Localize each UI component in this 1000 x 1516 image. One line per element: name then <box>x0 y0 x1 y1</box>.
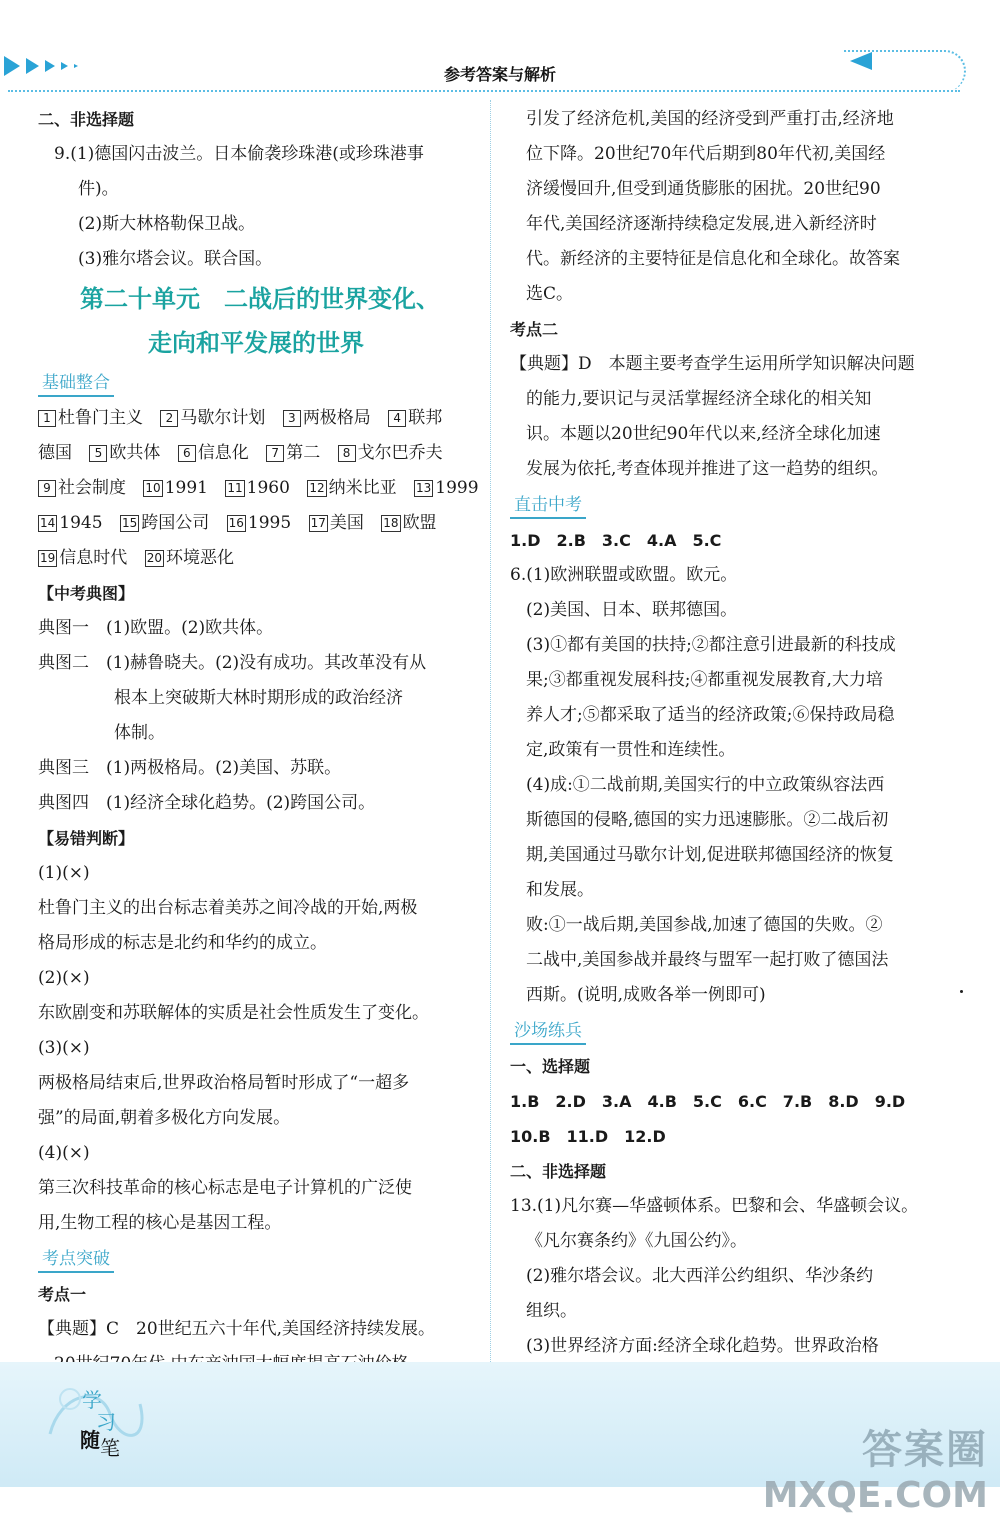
answer-line: 典图二 (1)赫鲁晓夫。(2)没有成功。其改革没有从 <box>38 653 427 673</box>
term-item: 德国 <box>38 443 72 463</box>
answer-line: (3)(×) <box>38 1038 90 1058</box>
watermark-url: MXQE.COM <box>762 1475 988 1516</box>
term-item: 4 联邦 <box>388 401 442 436</box>
answer-line: 6.(1)欧洲联盟或欧盟。欧元。 <box>510 565 738 585</box>
answer-line: 两极格局结束后,世界政治格局暂时形成了“一超多 <box>38 1073 410 1093</box>
term-item: 10 1991 <box>145 478 208 498</box>
term-item: 20 环境恶化 <box>146 548 234 568</box>
answer-line: 根本上突破斯大林时期形成的政治经济 <box>114 688 403 708</box>
answer-line: 1.D 2.B 3.C 4.A 5.C <box>510 531 722 550</box>
term-item: 1 杜鲁门主义 <box>38 401 143 436</box>
section-heading: 【易错判断】 <box>38 829 135 848</box>
answer-line: 杜鲁门主义的出台标志着美苏之间冷战的开始,两极 <box>38 898 418 918</box>
page-header <box>0 44 1000 94</box>
answer-line: (2)美国、日本、联邦德国。 <box>526 600 738 620</box>
term-item: 17 美国 <box>310 513 364 533</box>
answer-line: 败:①一战后期,美国参战,加速了德国的失败。② <box>526 915 883 935</box>
term-item: 2 马歇尔计划 <box>160 401 265 436</box>
term-item: 15 跨国公司 <box>121 513 210 533</box>
right-column <box>510 102 950 1364</box>
answer-line: 的能力,要识记与灵活掌握经济全球化的相关知 <box>526 389 872 409</box>
answer-line: 13.(1)凡尔赛—华盛顿体系。巴黎和会、华盛顿会议。 <box>510 1196 919 1216</box>
answer-line: 代。新经济的主要特征是信息化和全球化。故答案 <box>526 249 900 269</box>
answer-line: 选C。 <box>526 284 574 304</box>
answer-line: 年代,美国经济逐渐持续稳定发展,进入新经济时 <box>526 214 877 234</box>
term-item: 11 1960 <box>227 478 290 498</box>
answer-line: 第三次科技革命的核心标志是电子计算机的广泛使 <box>38 1178 412 1198</box>
term-item: 7 第二 <box>266 436 320 471</box>
answer-line: 体制。 <box>114 723 165 743</box>
term-item: 18 欧盟 <box>383 513 437 533</box>
answer-line: 养人才;⑤都采取了适当的经济政策;⑥保持政局稳 <box>526 705 895 725</box>
terms-row <box>38 436 478 471</box>
answer-line: (2)雅尔塔会议。北大西洋公约组织、华沙条约 <box>526 1266 874 1286</box>
stray-dot <box>960 990 963 993</box>
page-footer <box>0 1362 1000 1516</box>
answer-line: 识。本题以20世纪90年代以来,经济全球化加速 <box>526 424 881 444</box>
answer-line: 和发展。 <box>526 880 594 900</box>
term-item: 5 欧共体 <box>89 436 160 471</box>
section-heading: 考点一 <box>38 1285 87 1304</box>
terms-row <box>38 506 478 541</box>
answer-line: 二战中,美国参战并最终与盟军一起打败了德国法 <box>526 950 889 970</box>
tag-kaodian: 考点突破 <box>38 1241 478 1277</box>
terms-row <box>38 471 478 506</box>
footer-char: 随 <box>80 1428 100 1452</box>
term-item: 13 1999 <box>416 478 479 498</box>
answer-line: 用,生物工程的核心是基因工程。 <box>38 1213 282 1233</box>
answer-line: (2)斯大林格勒保卫战。 <box>78 214 256 234</box>
left-column <box>38 102 478 1382</box>
answer-line: 1.B 2.D 3.A 4.B 5.C 6.C 7.B 8.D 9.D <box>510 1092 906 1111</box>
term-item: 16 1995 <box>228 513 292 533</box>
answer-line: 斯德国的侵略,德国的实力迅速膨胀。②二战后初 <box>526 810 889 830</box>
answer-line: 典图三 (1)两极格局。(2)美国、苏联。 <box>38 758 342 778</box>
section-heading: 考点二 <box>510 320 559 339</box>
answer-line: 果;③都重视发展科技;④都重视发展教育,大力培 <box>526 670 883 690</box>
term-item: 14 1945 <box>40 513 103 533</box>
answer-line: 发展为依托,考查体现并推进了这一趋势的组织。 <box>526 459 889 479</box>
term-item: 12 纳米比亚 <box>309 478 397 498</box>
answer-line: 《凡尔赛条约》《九国公约》。 <box>526 1231 747 1251</box>
footer-char: 学 <box>82 1388 102 1412</box>
footer-char: 习 <box>96 1410 116 1434</box>
answer-line: 9.(1)德国闪击波兰。日本偷袭珍珠港(或珍珠港事 <box>54 144 424 164</box>
terms-row <box>38 401 478 436</box>
section-heading: 二、非选择题 <box>510 1162 607 1181</box>
term-item: 19 信息时代 <box>40 548 128 568</box>
answer-line: 西斯。(说明,成败各举一例即可) <box>526 985 766 1005</box>
answer-line: 【典题】D 本题主要考查学生运用所学知识解决问题 <box>510 354 915 374</box>
section-heading: 【中考典图】 <box>38 584 135 603</box>
answer-line: 【典题】C 20世纪五六十年代,美国经济持续发展。 <box>38 1319 436 1339</box>
tag-basic: 基础整合 <box>38 365 478 401</box>
header-dotted-rule <box>8 90 960 92</box>
tag-shachang: 沙场练兵 <box>510 1013 950 1049</box>
unit-title: 第二十单元 二战后的世界变化、 <box>80 285 440 313</box>
answer-line: 位下降。20世纪70年代后期到80年代初,美国经 <box>526 144 886 164</box>
answer-line: 典图四 (1)经济全球化趋势。(2)跨国公司。 <box>38 793 376 813</box>
term-item: 6 信息化 <box>178 436 249 471</box>
answer-line: (3)世界经济方面:经济全球化趋势。世界政治格 <box>526 1336 879 1356</box>
answer-line: 典图一 (1)欧盟。(2)欧共体。 <box>38 618 274 638</box>
answer-line: (2)(×) <box>38 968 90 988</box>
answer-line: 引发了经济危机,美国的经济受到严重打击,经济地 <box>526 109 894 129</box>
unit-title-line2: 走向和平发展的世界 <box>148 329 364 357</box>
section-heading: 二、非选择题 <box>38 110 135 129</box>
answer-line: 期,美国通过马歇尔计划,促进联邦德国经济的恢复 <box>526 845 894 865</box>
answer-line: 强”的局面,朝着多极化方向发展。 <box>38 1108 291 1128</box>
answer-line: (3)雅尔塔会议。联合国。 <box>78 249 273 269</box>
term-item: 8 戈尔巴乔夫 <box>338 436 443 471</box>
answer-line: 格局形成的标志是北约和华约的成立。 <box>38 933 327 953</box>
answer-line: (4)成:①二战前期,美国实行的中立政策纵容法西 <box>526 775 885 795</box>
answer-line: (4)(×) <box>38 1143 90 1163</box>
term-item: 3 两极格局 <box>283 401 371 436</box>
answer-line: 组织。 <box>526 1301 577 1321</box>
answer-line: 定,政策有一贯性和连续性。 <box>526 740 736 760</box>
section-heading: 一、选择题 <box>510 1057 591 1076</box>
page-title: 参考答案与解析 <box>443 65 556 84</box>
answer-line: (1)(×) <box>38 863 90 883</box>
footer-char: 笔 <box>100 1436 120 1460</box>
answer-line: (3)①都有美国的扶持;②都注意引进最新的科技成 <box>526 635 896 655</box>
column-divider <box>490 100 491 1362</box>
answer-line: 件)。 <box>78 179 119 199</box>
tag-zhiji: 直击中考 <box>510 487 950 523</box>
term-item: 9 社会制度 <box>38 471 126 506</box>
answer-line: 东欧剧变和苏联解体的实质是社会性质发生了变化。 <box>38 1003 429 1023</box>
answer-line: 济缓慢回升,但受到通货膨胀的困扰。20世纪90 <box>526 179 881 199</box>
answer-line: 10.B 11.D 12.D <box>510 1127 666 1146</box>
watermark <box>763 1418 988 1516</box>
terms-row <box>38 541 478 576</box>
watermark-text: 答案圈 <box>862 1427 988 1473</box>
